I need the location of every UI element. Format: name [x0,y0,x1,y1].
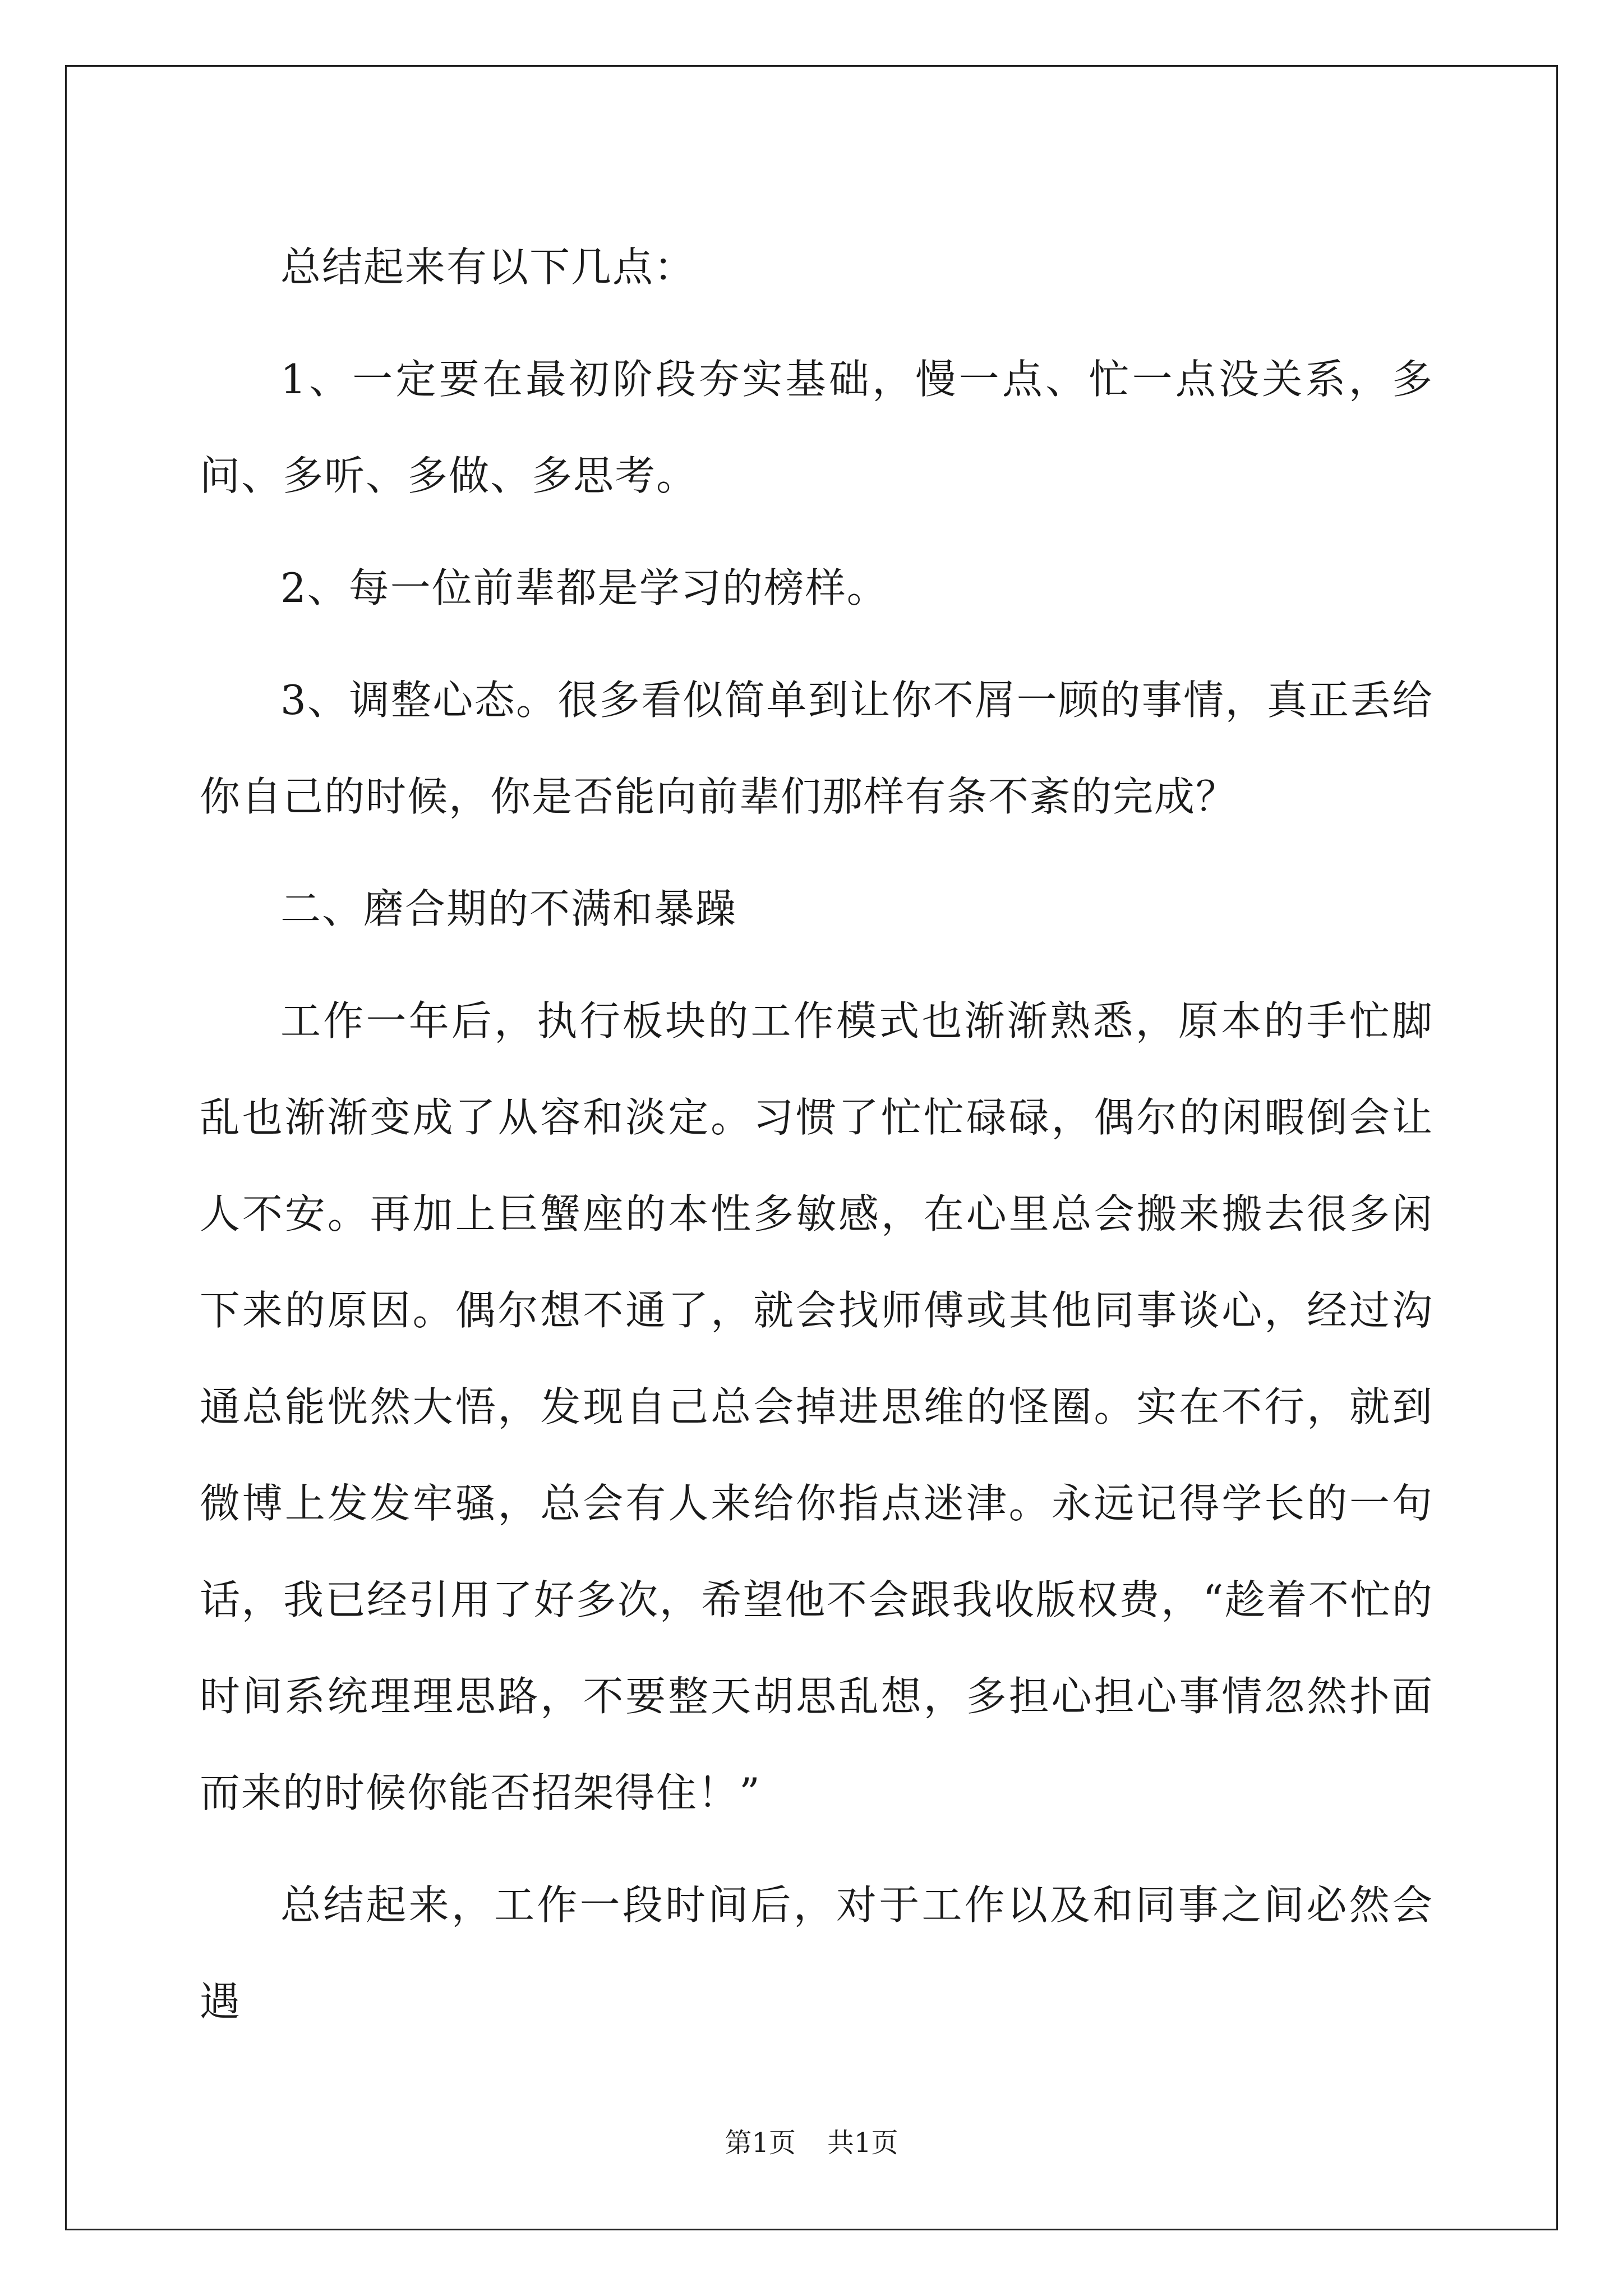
paragraph-point-1: 1、一定要在最初阶段夯实基础，慢一点、忙一点没关系，多问、多听、多做、多思考。 [200,356,1433,499]
page-number: 第1页 [725,2127,796,2159]
page-total: 共1页 [827,2127,898,2159]
paragraph-summary-intro: 总结起来有以下几点： [280,243,696,291]
page-footer [0,2126,1623,2160]
document-body [200,219,1433,2065]
paragraph-point-3: 3、调整心态。很多看似简单到让你不屑一顾的事情，真正丢给你自己的时候，你是否能向前辈们那样有条不紊的完成？ [200,677,1433,820]
paragraph-summary-continued: 总结起来，工作一段时间后，对于工作以及和同事之间必然会遇 [200,1881,1433,2025]
paragraph-point-2: 2、每一位前辈都是学习的榜样。 [280,564,888,611]
section-heading-2: 二、磨合期的不满和暴躁 [280,885,737,932]
paragraph-body: 工作一年后，执行板块的工作模式也渐渐熟悉，原本的手忙脚乱也渐渐变成了从容和淡定。习惯了忙忙碌碌，偶尔的闲暇倒会让人不安。再加上巨蟹座的本性多敏感，在心里总会搬来搬去很多闲下来的原因。偶尔想不通了，就会找师傅或其他同事谈心，经过沟通总能恍然大悟，发现自己总会掉进思维的怪圈。实在不行，就到微博上发发牢骚，总会有人来给你指点迷津。永远记得学长的一句话，我已经引用了好多次，希望他不会跟我收版权费，“趁着不忙的时间系统理理思路，不要整天胡思乱想，多担心担心事情忽然扑面而来的时候你能否招架得住！” [200,997,1433,1816]
